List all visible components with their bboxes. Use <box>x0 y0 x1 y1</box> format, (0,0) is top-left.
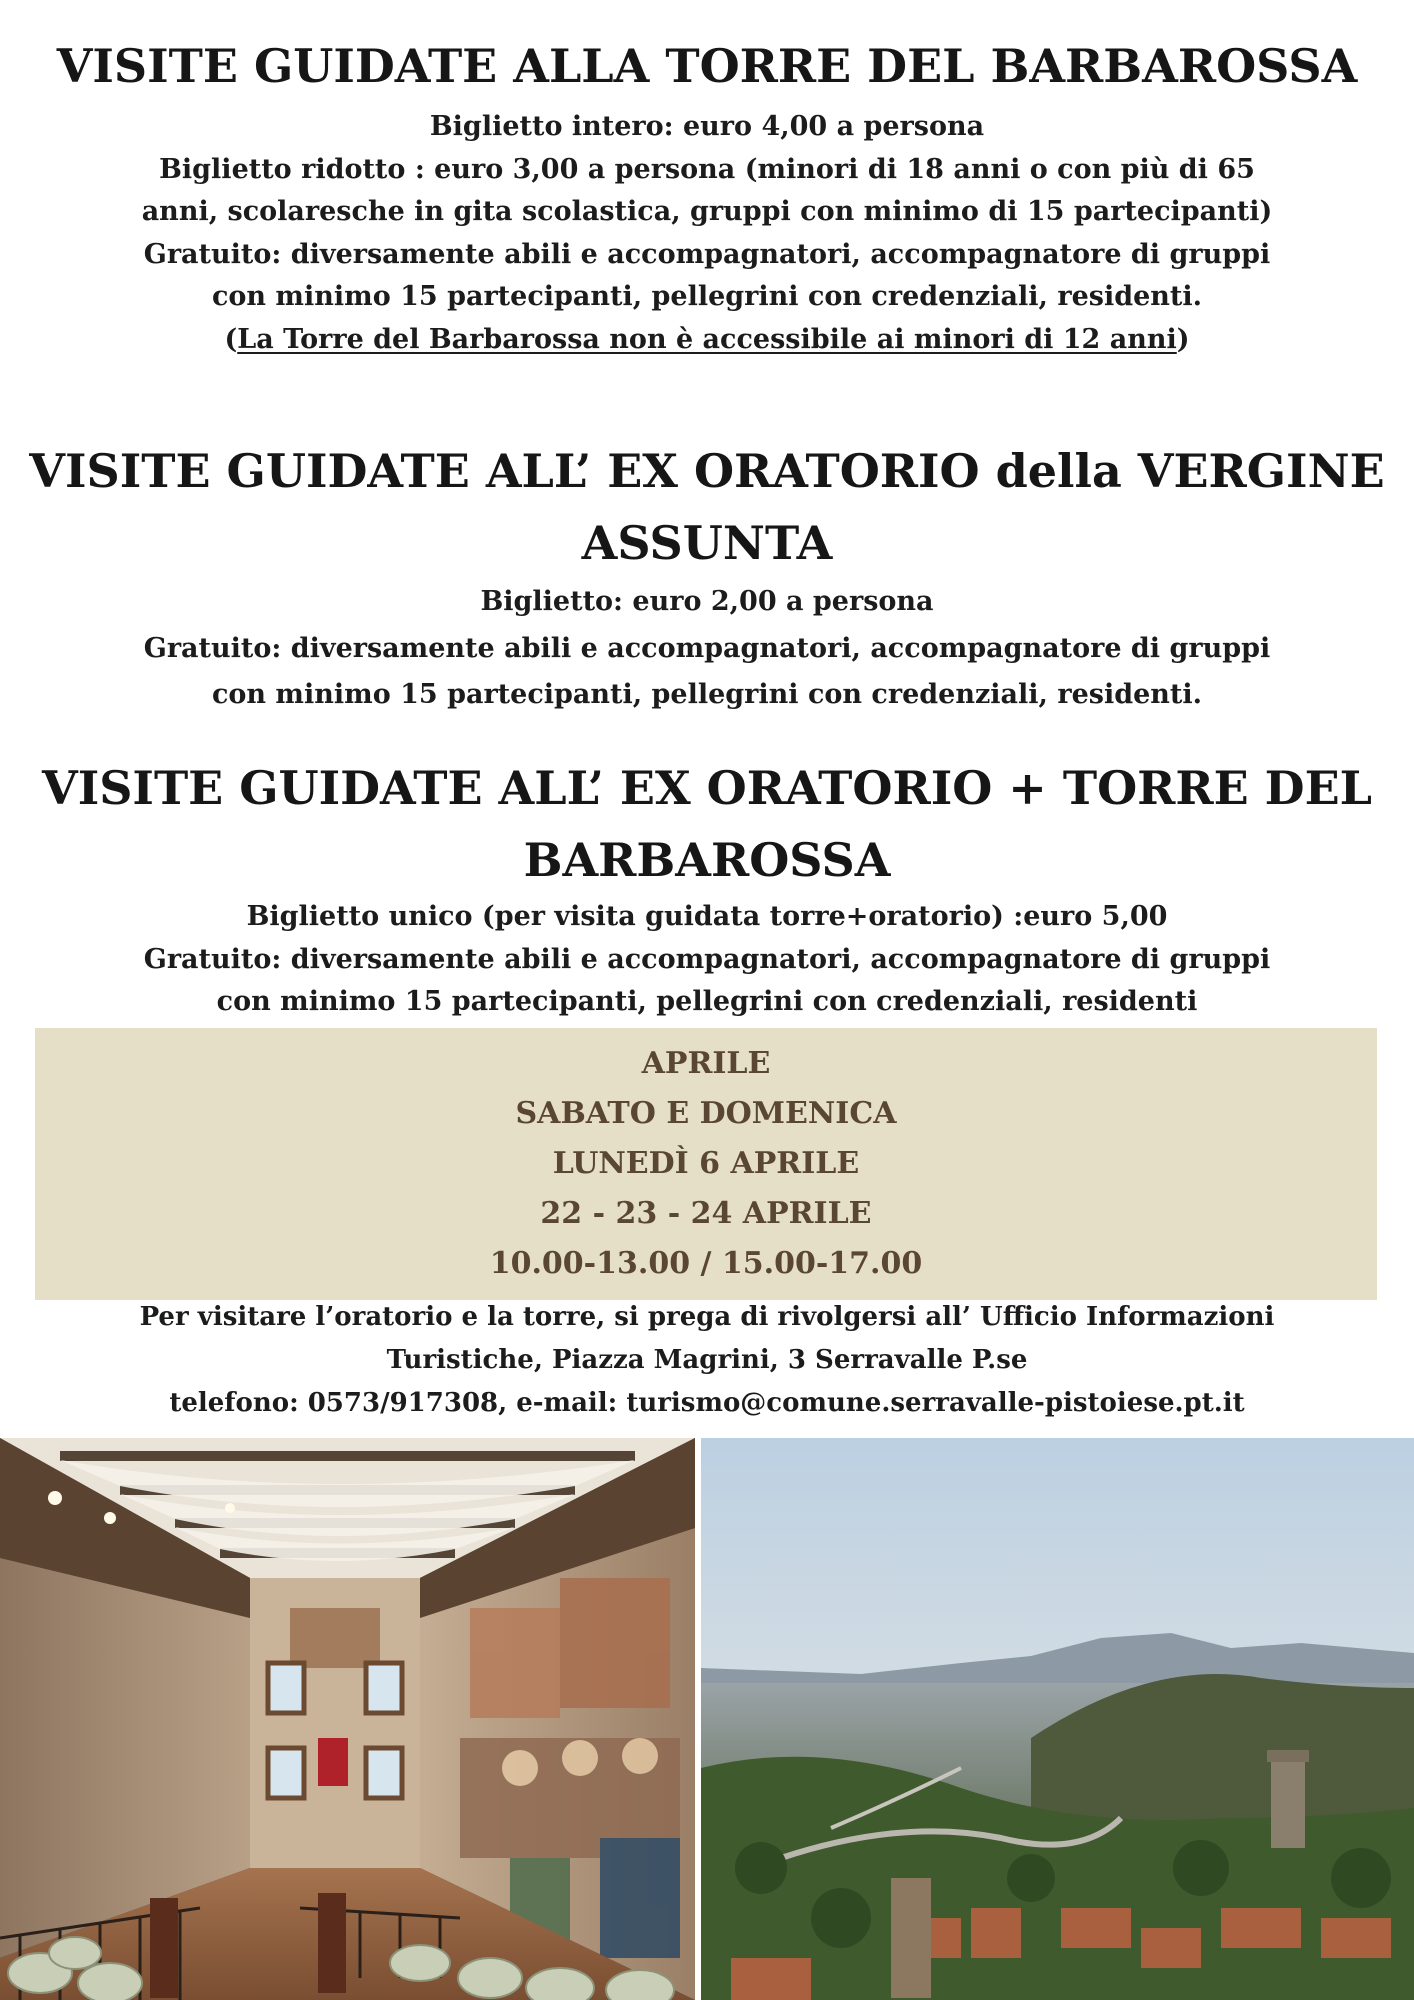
torre-free: Gratuito: diversamente abili e accompagnatori, accompagnatore di gruppi <box>143 238 1271 270</box>
panorama-landscape-photo <box>701 1438 1414 2000</box>
combo-section <box>0 752 1414 1024</box>
torre-section <box>0 30 1414 361</box>
oratorio-title <box>0 435 1414 579</box>
note-paren-open: ( <box>224 323 238 355</box>
combo-title-line2: BARBAROSSA <box>523 833 891 887</box>
schedule-monday: LUNEDÌ 6 APRILE <box>552 1146 860 1181</box>
oratorio-free-cont: con minimo 15 partecipanti, pellegrini con credenziali, residenti. <box>211 679 1203 710</box>
note-paren-close: ) <box>1176 323 1190 355</box>
combo-title <box>0 752 1414 896</box>
combo-free-cont: con minimo 15 partecipanti, pellegrini con credenziali, residenti <box>216 986 1198 1017</box>
oratorio-section <box>0 435 1414 719</box>
oratorio-price: Biglietto: euro 2,00 a persona <box>480 586 934 617</box>
schedule-weekend: SABATO E DOMENICA <box>515 1096 897 1131</box>
torre-free-cont: con minimo 15 partecipanti, pellegrini con credenziali, residenti. <box>211 281 1203 312</box>
torre-age-note-text: La Torre del Barbarossa non è accessibile ai minori di 12 anni <box>237 323 1177 355</box>
torre-price-reduced: Biglietto ridotto : euro 3,00 a persona (minori di 18 anni o con più di 65 <box>159 153 1255 185</box>
contact-intro: Per visitare l’oratorio e la torre, si prega di rivolgersi all’ Ufficio Informazioni <box>139 1302 1275 1332</box>
torre-title: VISITE GUIDATE ALLA TORRE DEL BARBAROSSA <box>56 39 1358 93</box>
torre-price-full: Biglietto intero: euro 4,00 a persona <box>429 111 985 142</box>
schedule-dates: 22 - 23 - 24 APRILE <box>540 1196 872 1231</box>
contact-address: Turistiche, Piazza Magrini, 3 Serravalle P.se <box>386 1345 1028 1375</box>
schedule-box <box>35 1028 1377 1300</box>
contact-section <box>0 1296 1414 1425</box>
oratorio-title-line1: VISITE GUIDATE ALL’ EX ORATORIO della VERGINE <box>29 444 1385 498</box>
oratorio-interior-photo <box>0 1438 695 2000</box>
combo-price: Biglietto unico (per visita guidata torre+oratorio) :euro 5,00 <box>246 901 1168 932</box>
schedule-hours: 10.00-13.00 / 15.00-17.00 <box>489 1246 923 1281</box>
combo-free: Gratuito: diversamente abili e accompagnatori, accompagnatore di gruppi <box>143 943 1271 975</box>
torre-age-note <box>0 319 1414 362</box>
combo-title-line1: VISITE GUIDATE ALL’ EX ORATORIO + TORRE DEL <box>42 761 1372 815</box>
torre-price-reduced-cont: anni, scolaresche in gita scolastica, gruppi con minimo di 15 partecipanti) <box>141 196 1273 227</box>
oratorio-free: Gratuito: diversamente abili e accompagnatori, accompagnatore di gruppi <box>143 632 1271 664</box>
schedule-month: APRILE <box>641 1046 771 1081</box>
oratorio-title-line2: ASSUNTA <box>581 516 833 570</box>
contact-phone-email: telefono: 0573/917308, e-mail: turismo@comune.serravalle-pistoiese.pt.it <box>169 1388 1245 1418</box>
